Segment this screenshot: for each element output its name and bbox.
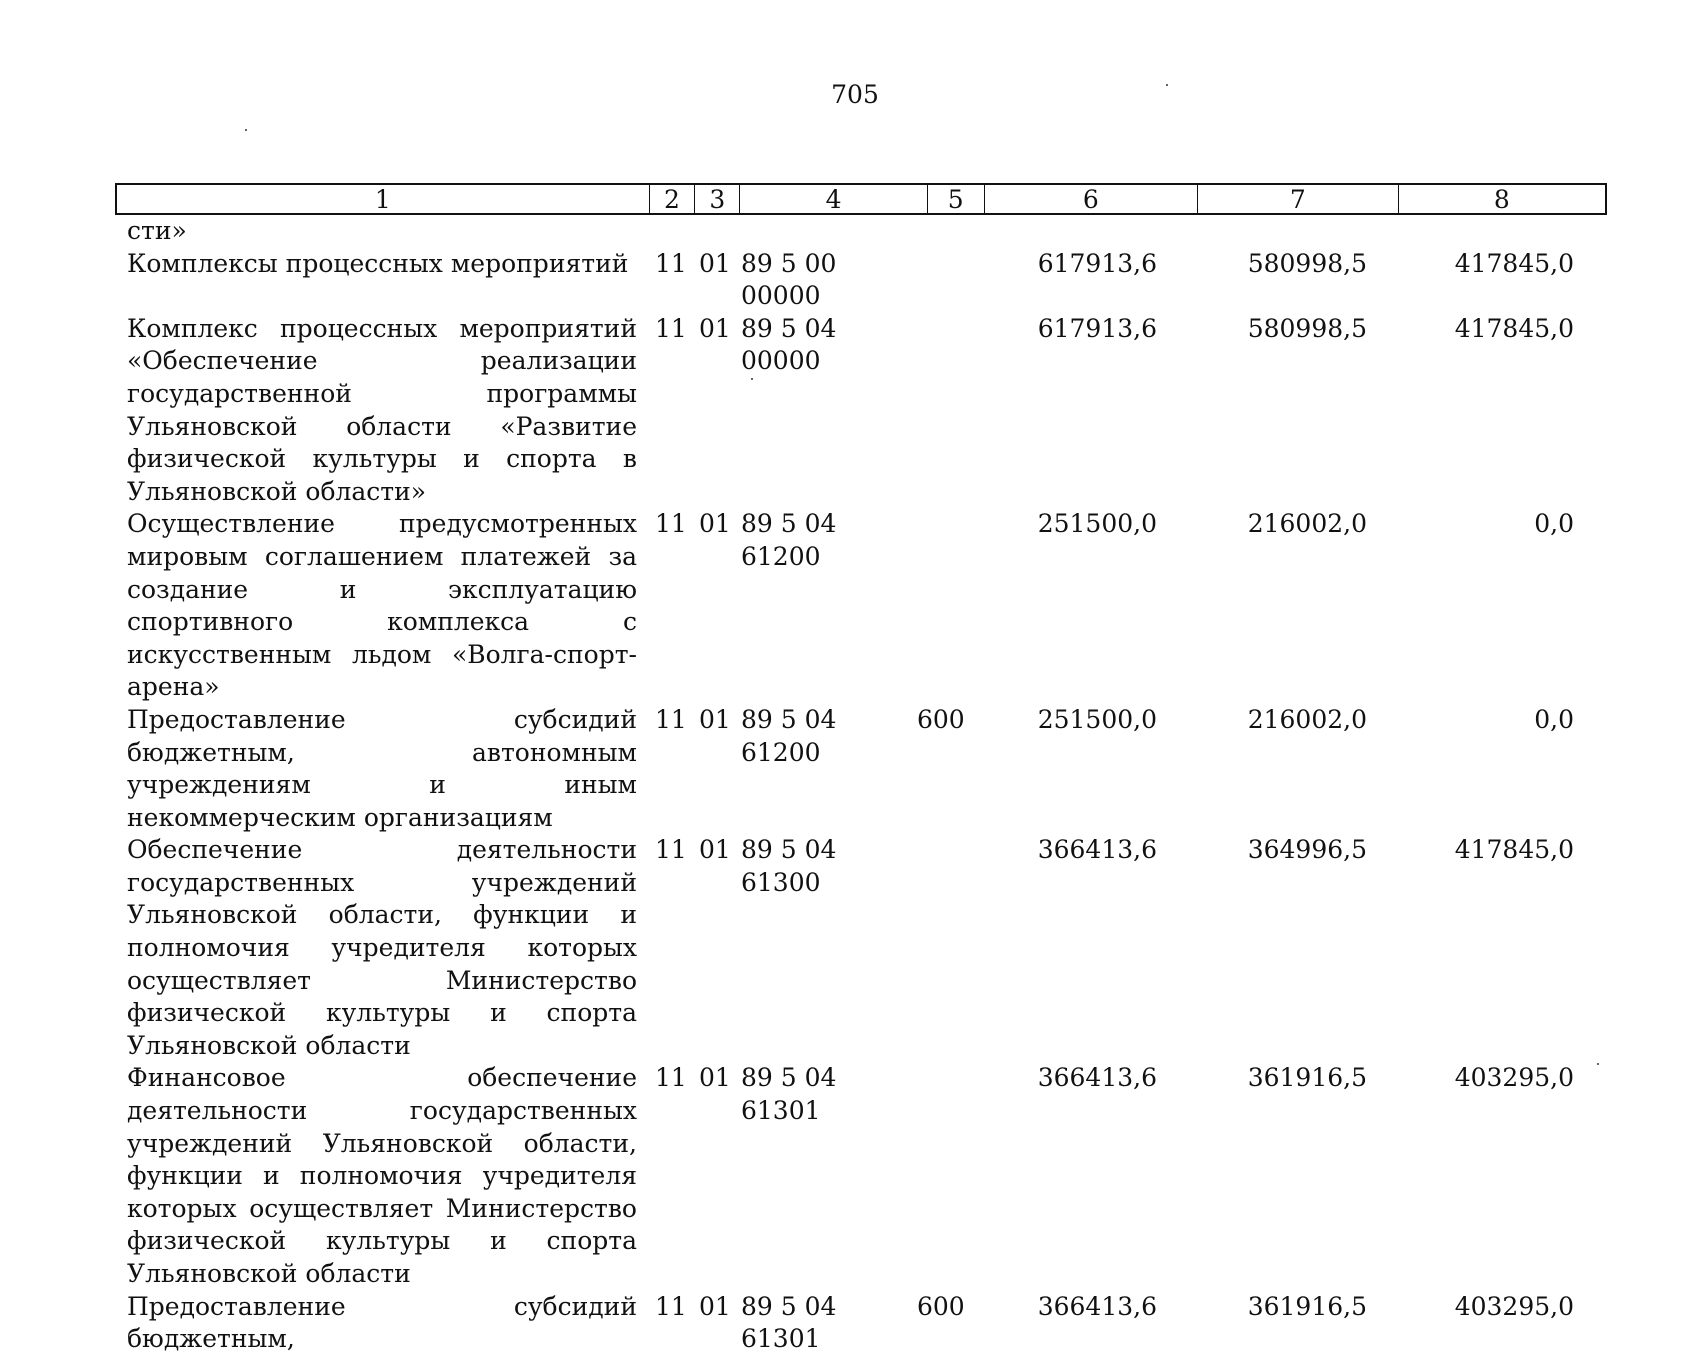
table-row bbox=[127, 704, 1627, 834]
row-amount-col6: 251500,0 bbox=[1037, 704, 1157, 734]
row-amount-col8: 403295,0 bbox=[1454, 1291, 1574, 1321]
row-amount-col6: 251500,0 bbox=[1037, 509, 1157, 539]
row-amount-col7: 361916,5 bbox=[1247, 1063, 1367, 1093]
row-subsection: 01 bbox=[699, 704, 731, 734]
row-target-article: 89 5 04 00000 bbox=[741, 313, 837, 376]
row-section: 11 bbox=[655, 509, 687, 539]
scan-speck bbox=[245, 129, 247, 131]
row-amount-col8: 0,0 bbox=[1534, 509, 1574, 539]
row-amount-col7: 364996,5 bbox=[1247, 835, 1367, 865]
row-subsection: 01 bbox=[699, 1063, 731, 1093]
row-section: 11 bbox=[655, 313, 687, 343]
table-body bbox=[127, 215, 1627, 1356]
row-target-article: 89 5 04 61301 bbox=[741, 1291, 837, 1354]
row-target-article: 89 5 00 00000 bbox=[741, 248, 837, 311]
table-row bbox=[127, 834, 1627, 1062]
row-expense-type: 600 bbox=[917, 1291, 965, 1321]
table-row bbox=[127, 215, 1627, 248]
row-name: Комплексы процессных мероприятий bbox=[127, 248, 629, 278]
row-subsection: 01 bbox=[699, 835, 731, 865]
table-row bbox=[127, 508, 1627, 704]
row-amount-col8: 0,0 bbox=[1534, 704, 1574, 734]
header-col-2: 2 bbox=[650, 185, 696, 213]
header-col-5: 5 bbox=[928, 185, 985, 213]
row-amount-col6: 366413,6 bbox=[1037, 835, 1157, 865]
row-name: Комплекс процессных мероприятий «Обеспечение реализации государственной программы Ульяновской области «Развитие физической культуры и спорта в Ульяновской области» bbox=[127, 313, 637, 506]
row-amount-col8: 417845,0 bbox=[1454, 248, 1574, 278]
row-name: Обеспечение деятельности государственных учреждений Ульяновской области, функции и полномочия учредителя которых осуществляет Министерство физической культуры и спорта Ульяновской области bbox=[127, 835, 637, 1060]
table-row bbox=[127, 1062, 1627, 1290]
row-section: 11 bbox=[655, 1063, 687, 1093]
header-col-7: 7 bbox=[1198, 185, 1398, 213]
row-section: 11 bbox=[655, 248, 687, 278]
row-target-article: 89 5 04 61200 bbox=[741, 704, 837, 767]
scan-speck bbox=[1166, 84, 1168, 86]
row-amount-col7: 580998,5 bbox=[1247, 313, 1367, 343]
table-row bbox=[127, 248, 1627, 313]
table-row bbox=[127, 313, 1627, 509]
row-subsection: 01 bbox=[699, 313, 731, 343]
table-row bbox=[127, 1291, 1627, 1356]
row-amount-col7: 361916,5 bbox=[1247, 1291, 1367, 1321]
row-section: 11 bbox=[655, 835, 687, 865]
row-expense-type: 600 bbox=[917, 704, 965, 734]
row-amount-col8: 417845,0 bbox=[1454, 835, 1574, 865]
header-col-1: 1 bbox=[117, 185, 650, 213]
row-amount-col6: 617913,6 bbox=[1037, 248, 1157, 278]
row-amount-col6: 366413,6 bbox=[1037, 1291, 1157, 1321]
row-subsection: 01 bbox=[699, 248, 731, 278]
row-subsection: 01 bbox=[699, 1291, 731, 1321]
row-section: 11 bbox=[655, 1291, 687, 1321]
table-header bbox=[115, 183, 1607, 215]
row-amount-col6: 366413,6 bbox=[1037, 1063, 1157, 1093]
header-col-8: 8 bbox=[1493, 185, 1510, 214]
row-amount-col6: 617913,6 bbox=[1037, 313, 1157, 343]
header-col-3: 3 bbox=[695, 185, 740, 213]
row-target-article: 89 5 04 61200 bbox=[741, 509, 837, 571]
row-name: Финансовое обеспечение деятельности государственных учреждений Ульяновской области, функции и полномочия учредителя которых осуществляет Министерство физической культуры и спорта Ульяновской области bbox=[127, 1063, 637, 1288]
row-amount-col8: 403295,0 bbox=[1454, 1063, 1574, 1093]
row-subsection: 01 bbox=[699, 509, 731, 539]
page-number: 705 bbox=[831, 80, 879, 109]
row-target-article: 89 5 04 61301 bbox=[741, 1063, 837, 1126]
header-col-6: 6 bbox=[985, 185, 1198, 213]
row-amount-col7: 216002,0 bbox=[1247, 704, 1367, 734]
header-col-4: 4 bbox=[740, 185, 928, 213]
row-amount-col7: 216002,0 bbox=[1247, 509, 1367, 539]
row-name: Предоставление субсидий бюджетным, bbox=[127, 1291, 637, 1354]
row-amount-col8: 417845,0 bbox=[1454, 313, 1574, 343]
row-target-article: 89 5 04 61300 bbox=[741, 835, 837, 897]
row-name: сти» bbox=[127, 216, 187, 245]
row-name: Предоставление субсидий бюджетным, автономным учреждениям и иным некоммерческим организациям bbox=[127, 704, 637, 832]
row-amount-col7: 580998,5 bbox=[1247, 248, 1367, 278]
row-name: Осуществление предусмотренных мировым соглашением платежей за создание и эксплуатацию спортивного комплекса с искусственным льдом «Волга-спорт-арена» bbox=[127, 509, 637, 702]
row-section: 11 bbox=[655, 704, 687, 734]
